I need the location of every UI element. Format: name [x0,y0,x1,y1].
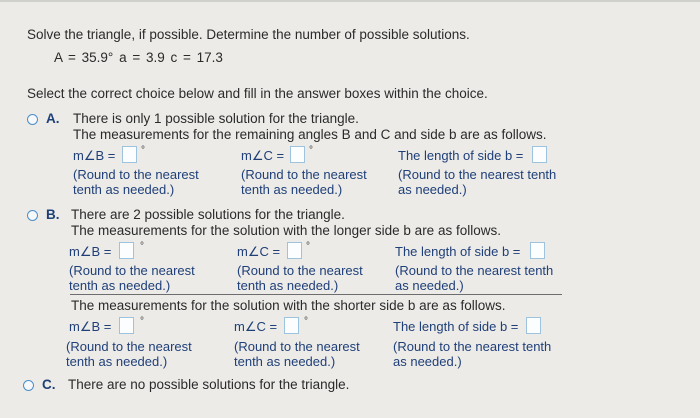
degree-symbol: ° [140,241,144,252]
choice-a-round-side-1: (Round to the nearest tenth [398,167,557,182]
solution-divider [70,294,562,295]
choice-b-line2: The measurements for the solution with the longer side b are as follows. [71,223,501,238]
given-values: A = 35.9° a = 3.9 c = 17.3 [54,50,223,65]
choice-c-letter[interactable]: C. [42,377,56,392]
choice-a-round-b-1: (Round to the nearest [73,167,199,182]
choice-b-side-b2-label: The length of side b = [393,319,519,334]
choice-c-line1: There are no possible solutions for the triangle. [68,377,350,392]
choice-b-angle-b2-label: m∠B = [69,319,112,334]
choice-a-line2: The measurements for the remaining angles B and C and side b are as follows. [73,127,547,142]
choice-b-angle-c-input[interactable] [287,242,302,259]
choice-b-round2-b-2: tenth as needed.) [66,354,168,369]
choice-b-round2-side-2: as needed.) [393,354,462,369]
choice-a-radio[interactable] [27,114,38,125]
choice-b-side-b-label: The length of side b = [395,244,521,259]
choice-a-side-b-input[interactable] [532,146,547,163]
choice-b-angle-b-input[interactable] [119,242,134,259]
choice-b-angle-b-label: m∠B = [69,244,112,259]
choice-b-angle-b2-input[interactable] [119,317,134,334]
choice-a-side-b-label: The length of side b = [398,148,524,163]
choice-a-angle-b-input[interactable] [122,146,137,163]
top-divider [0,0,700,2]
degree-symbol: ° [141,145,145,156]
choice-b-angle-c2-label: m∠C = [234,319,278,334]
choice-b-round2-c-1: (Round to the nearest [234,339,360,354]
choice-b-round2-side-1: (Round to the nearest tenth [393,339,552,354]
choice-b-round-c-1: (Round to the nearest [237,263,363,278]
choice-a-letter[interactable]: A. [46,111,60,126]
choice-a-round-c-1: (Round to the nearest [241,167,367,182]
choice-a-line1: There is only 1 possible solution for the triangle. [73,111,359,126]
choice-b-side-b-input[interactable] [530,242,545,259]
choice-b-letter[interactable]: B. [46,207,60,222]
choice-b-round-b-2: tenth as needed.) [69,278,171,293]
choice-a-round-side-2: as needed.) [398,182,467,197]
choice-b-side-b2-input[interactable] [526,317,541,334]
choice-a-angle-c-label: m∠C = [241,148,285,163]
instruction-text: Select the correct choice below and fill in the answer boxes within the choice. [27,86,488,101]
choice-c-radio[interactable] [23,380,34,391]
choice-a-round-b-2: tenth as needed.) [73,182,175,197]
degree-symbol: ° [304,316,308,327]
choice-a-angle-b-label: m∠B = [73,148,116,163]
choice-b-angle-c2-input[interactable] [284,317,299,334]
problem-prompt: Solve the triangle, if possible. Determine the number of possible solutions. [27,27,470,42]
degree-symbol: ° [140,316,144,327]
choice-b-round2-b-1: (Round to the nearest [66,339,192,354]
choice-b-radio[interactable] [27,210,38,221]
choice-a-angle-c-input[interactable] [290,146,305,163]
choice-b-line1: There are 2 possible solutions for the triangle. [71,207,345,222]
choice-a-round-c-2: tenth as needed.) [241,182,343,197]
choice-b-angle-c-label: m∠C = [237,244,281,259]
choice-b-round-b-1: (Round to the nearest [69,263,195,278]
choice-b-line3: The measurements for the solution with the shorter side b are as follows. [71,298,506,313]
degree-symbol: ° [306,241,310,252]
choice-b-round-c-2: tenth as needed.) [237,278,339,293]
degree-symbol: ° [309,145,313,156]
choice-b-round-side-1: (Round to the nearest tenth [395,263,554,278]
choice-b-round-side-2: as needed.) [395,278,464,293]
choice-b-round2-c-2: tenth as needed.) [234,354,336,369]
